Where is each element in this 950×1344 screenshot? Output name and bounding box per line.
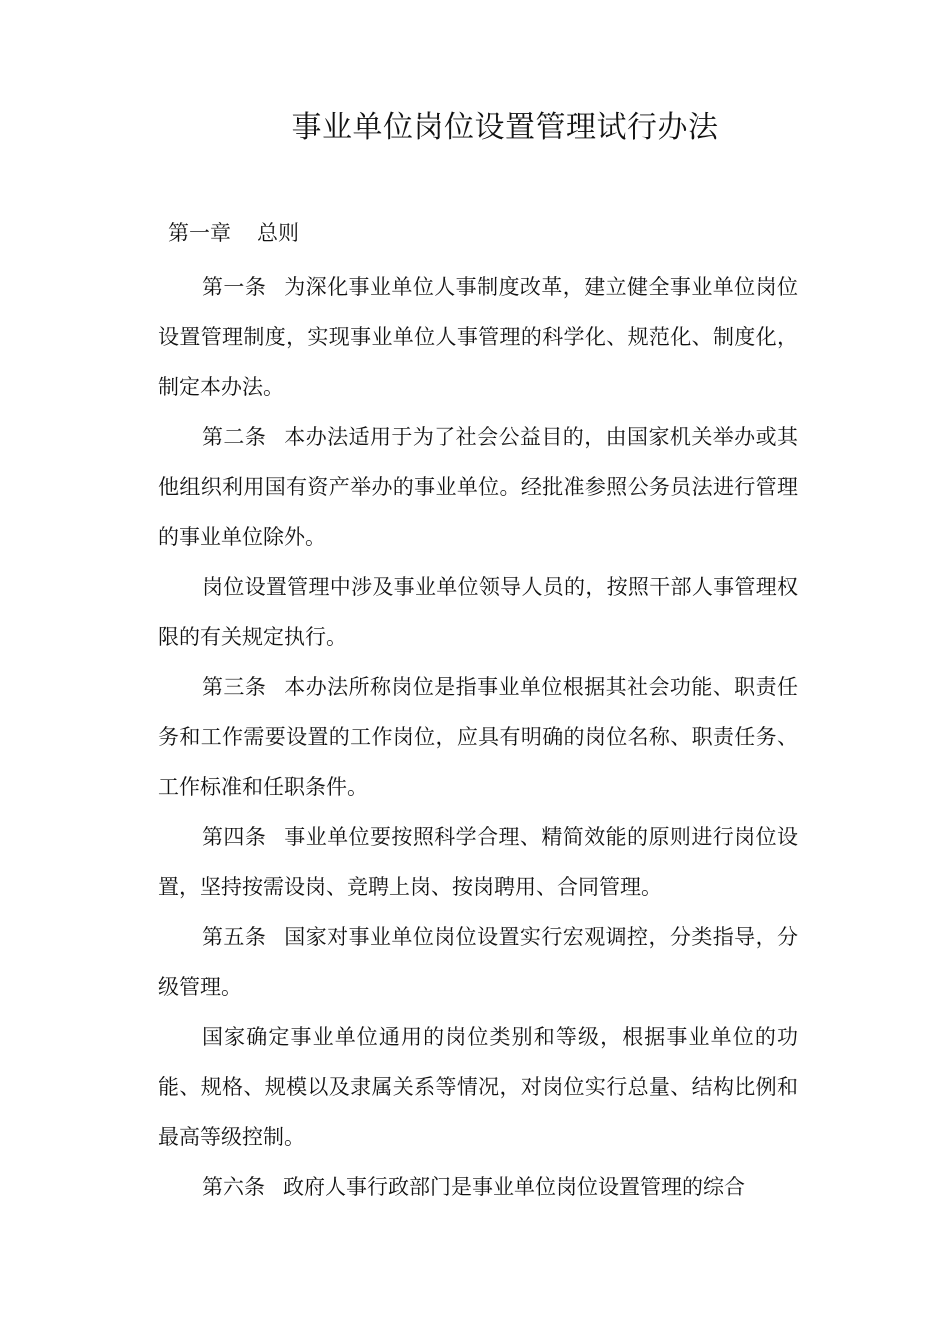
article-paragraph	[158, 562, 798, 662]
article-text: 事业单位要按照科学合理、精简效能的原则进行岗位设置，坚持按需设岗、竞聘上岗、按岗聘用、合同管理。	[158, 825, 799, 899]
article-text: 岗位设置管理中涉及事业单位领导人员的，按照干部人事管理权限的有关规定执行。	[158, 575, 798, 649]
article-text: 为深化事业单位人事制度改革，建立健全事业单位岗位设置管理制度，实现事业单位人事管理的科学化、规范化、制度化，制定本办法。	[158, 275, 799, 399]
article-number: 第五条	[202, 925, 267, 949]
article-number: 第一条	[202, 275, 267, 299]
article-paragraph	[158, 262, 798, 412]
article-paragraph	[158, 1012, 798, 1162]
article-paragraph	[158, 1162, 798, 1212]
article-paragraph	[158, 912, 798, 1012]
document-body	[158, 262, 798, 1212]
article-paragraph	[158, 812, 798, 912]
document-title: 事业单位岗位设置管理试行办法	[291, 110, 719, 145]
chapter-heading	[168, 218, 299, 248]
chapter-name: 总则	[257, 221, 299, 245]
article-paragraph	[158, 412, 798, 562]
article-text: 本办法适用于为了社会公益目的，由国家机关举办或其他组织利用国有资产举办的事业单位。经批准参照公务员法进行管理的事业单位除外。	[158, 425, 799, 549]
article-number: 第三条	[202, 675, 267, 699]
article-number: 第四条	[202, 825, 267, 849]
article-number: 第二条	[202, 425, 267, 449]
chapter-number: 第一章	[168, 221, 231, 245]
article-text: 国家确定事业单位通用的岗位类别和等级，根据事业单位的功能、规格、规模以及隶属关系等情况，对岗位实行总量、结构比例和最高等级控制。	[158, 1025, 798, 1149]
article-text: 本办法所称岗位是指事业单位根据其社会功能、职责任务和工作需要设置的工作岗位，应具有明确的岗位名称、职责任务、工作标准和任职条件。	[158, 675, 799, 799]
article-text: 国家对事业单位岗位设置实行宏观调控，分类指导，分级管理。	[158, 925, 799, 999]
article-text: 政府人事行政部门是事业单位岗位设置管理的综合	[283, 1175, 745, 1199]
article-number: 第六条	[202, 1175, 265, 1199]
article-paragraph	[158, 662, 798, 812]
